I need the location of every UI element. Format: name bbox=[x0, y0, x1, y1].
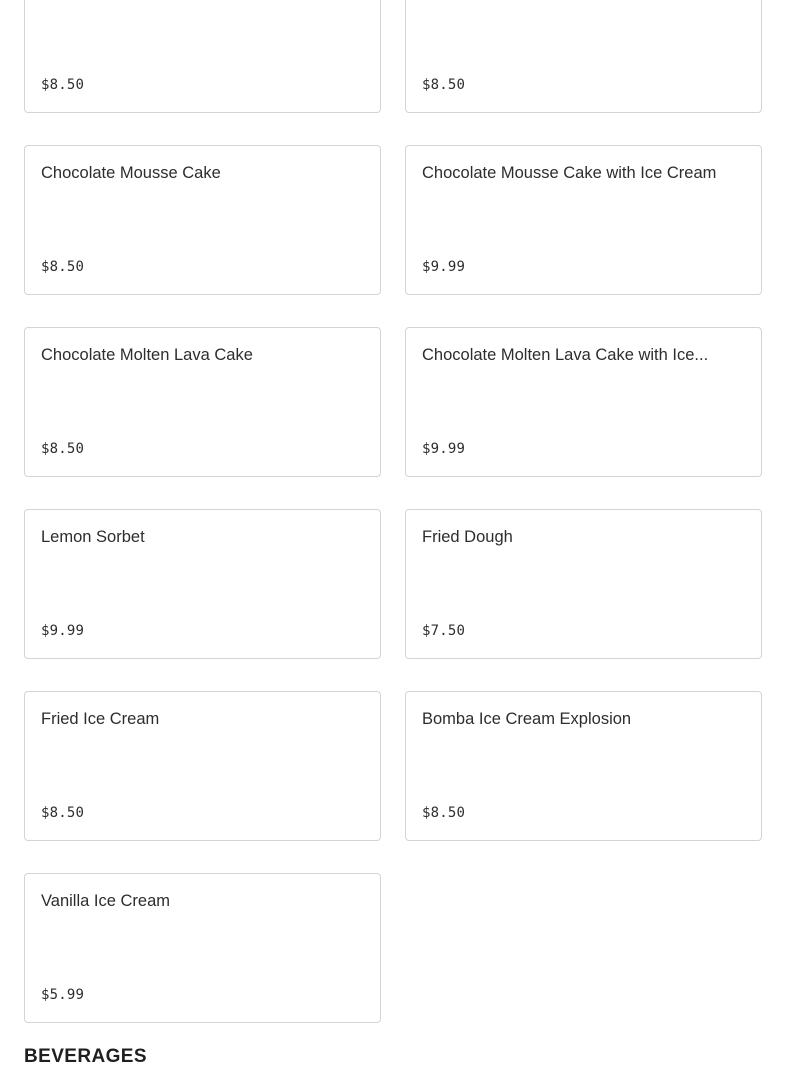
menu-item-name: Chocolate Mousse Cake with Ice Cream bbox=[422, 164, 717, 182]
menu-item-card[interactable] bbox=[405, 691, 762, 841]
menu-item-card[interactable] bbox=[24, 0, 381, 113]
menu-item-card[interactable] bbox=[24, 327, 381, 477]
menu-item-price: $8.50 bbox=[422, 805, 466, 821]
menu-item-price: $9.99 bbox=[41, 623, 85, 639]
menu-item-name: Bomba Ice Cream Explosion bbox=[422, 710, 632, 728]
menu-item-name: Chocolate Molten Lava Cake with Ice... bbox=[422, 346, 709, 364]
menu-item-name: Lemon Sorbet bbox=[41, 528, 145, 546]
menu-item-price: $8.50 bbox=[41, 259, 85, 275]
menu-item-name: Chocolate Mousse Cake bbox=[41, 164, 221, 182]
menu-item-price: $7.50 bbox=[422, 623, 466, 639]
menu-item-name bbox=[41, 0, 364, 1]
menu-item-card[interactable] bbox=[24, 691, 381, 841]
menu-item-card[interactable] bbox=[405, 0, 762, 113]
menu-item-card[interactable] bbox=[24, 145, 381, 295]
menu-item-price: $5.99 bbox=[41, 987, 85, 1003]
menu-item-card[interactable] bbox=[405, 145, 762, 295]
menu-item-name: Fried Ice Cream bbox=[41, 710, 160, 728]
menu-item-price: $9.99 bbox=[422, 259, 466, 275]
menu-item-name bbox=[422, 0, 745, 1]
menu-item-price: $8.50 bbox=[41, 77, 85, 93]
menu-item-card[interactable] bbox=[24, 509, 381, 659]
section-heading-beverages: BEVERAGES bbox=[24, 1046, 147, 1067]
menu-item-price: $8.50 bbox=[41, 441, 85, 457]
menu-item-price: $8.50 bbox=[41, 805, 85, 821]
menu-item-price: $8.50 bbox=[422, 77, 466, 93]
menu-item-card[interactable] bbox=[24, 873, 381, 1023]
menu-item-price: $9.99 bbox=[422, 441, 466, 457]
menu-item-card[interactable] bbox=[405, 327, 762, 477]
menu-item-name: Chocolate Molten Lava Cake bbox=[41, 346, 253, 364]
menu-item-name: Vanilla Ice Cream bbox=[41, 892, 170, 910]
menu-item-card[interactable] bbox=[405, 509, 762, 659]
menu-item-name: Fried Dough bbox=[422, 528, 513, 546]
